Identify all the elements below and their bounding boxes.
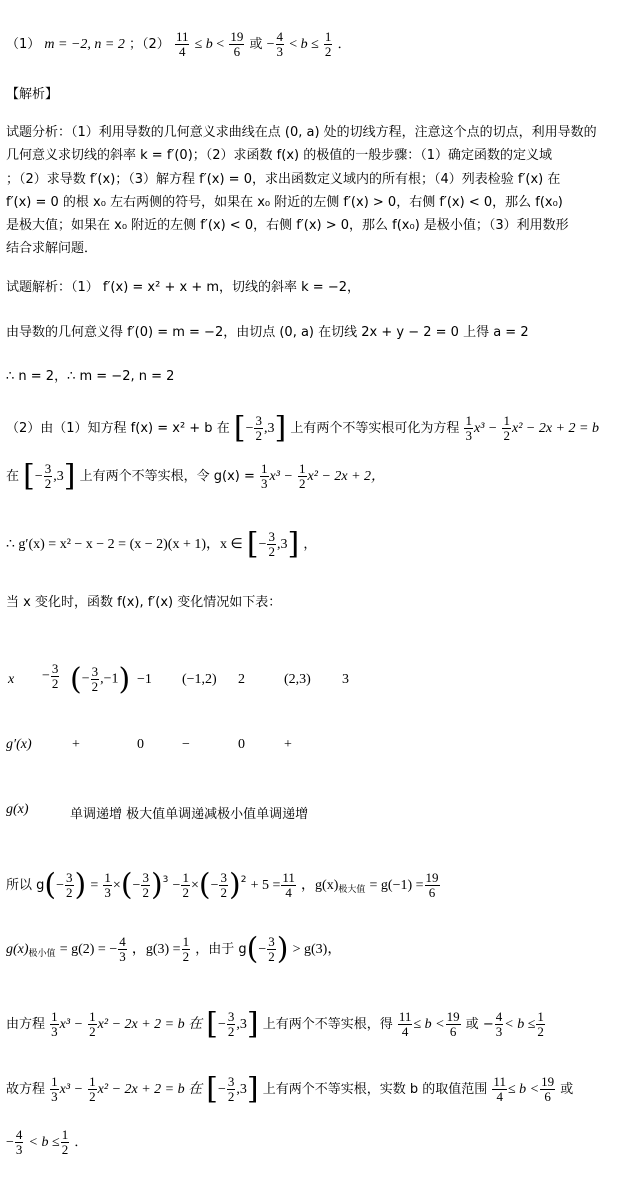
- fraction: $\frac{11}{4}$: [175, 29, 189, 59]
- table-cell: (−1,2): [182, 672, 217, 687]
- solution-line: 在 [− $\frac{3}{2}$ ,3] 上有两个不等实根，令 g(x) = $\frac{1}{3}$ x³ − $\frac{1}{2}$ x² − 2x + 2，: [6, 458, 386, 494]
- fraction: $\frac{1}{2}$: [324, 29, 332, 59]
- fraction: $\frac{4}{3}$: [276, 29, 284, 59]
- row-label-gprime: g′(x): [6, 737, 32, 752]
- answer-line: （1） m = −2, n = 2 ；（2） $\frac{11}{4}$ ≤ b < $\frac{19}{6}$ 或 − $\frac{4}{3}$ < b ≤ $\frac{1}{2}$ ．: [6, 29, 351, 59]
- analysis-line: ；（2）求导数 f′(x)；（3）解方程 f′(x) = 0，求出函数定义域内的所有根；（4）列表检验 f′(x) 在: [6, 172, 561, 187]
- solution-line: 试题解析：（1） f′(x) = x² + x + m，切线的斜率 k = −2，: [6, 280, 360, 295]
- table-cell: +: [72, 737, 80, 752]
- part1-label: （1）: [6, 37, 41, 52]
- analysis-line: 试题分析：（1）利用导数的几何意义求曲线在点 (0, a) 处的切线方程，注意这个点的切点，利用导数的: [6, 125, 597, 140]
- solution-line: ∴ n = 2，∴ m = −2, n = 2: [6, 369, 175, 384]
- result-line: $g(x)_{极小值} = g(2)$ = − $\frac{4}{3}$ ，g(3) = $\frac{1}{2}$ ，由于 g(− $\frac{3}{2}$ ) > g(3)，: [6, 931, 342, 967]
- table-cell: (− $\frac{3}{2}$ ,−1): [70, 662, 131, 697]
- table-cell: 3: [342, 672, 349, 687]
- or-text: 或: [249, 37, 263, 52]
- row-label-x: x: [8, 672, 15, 687]
- table-cell: −: [182, 737, 190, 752]
- table-cell: − $\frac{3}{2}$: [42, 661, 59, 691]
- result-line: 故方程 $\frac{1}{3}$ x³ − $\frac{1}{2}$ x² − 2x + 2 = b 在 [− $\frac{3}{2}$ ,3] 上有两个不等实根，实数 b 的取值范围 $\frac{11}{4}$ ≤ b < $\frac{19}{6}$ 或: [6, 1071, 574, 1107]
- separator: ；（2）: [129, 37, 170, 52]
- solution-line: 由导数的几何意义得 f′(0) = m = −2，由切点 (0, a) 在切线 2x + y − 2 = 0 上得 a = 2: [6, 325, 529, 340]
- analysis-line: 是极大值；如果在 x₀ 附近的左侧 f′(x) < 0，右侧 f′(x) > 0，那么 f(x₀) 是极小值；（3）利用数形: [6, 218, 569, 233]
- result-line: 由方程 $\frac{1}{3}$ x³ − $\frac{1}{2}$ x² − 2x + 2 = b 在 [− $\frac{3}{2}$ ,3] 上有两个不等实根，得 $\frac{11}{4}$ ≤ b < $\frac{19}{6}$ 或 − $\frac{4}{3}$ < b ≤ $\frac{1}{2}$: [6, 1006, 544, 1042]
- table-row-monotonicity: 单调递增 极大值单调递减极小值单调递增: [70, 807, 309, 822]
- result-line: 所以 g(− $\frac{3}{2}$ ) = $\frac{1}{3}$ ×(− $\frac{3}{2}$ )$^3$ − $\frac{1}{2}$ ×(− $\frac{3}{2}$ )$^2$ + 5 = $\frac{11}{4}$ ，$g(x)_{极大值} = g(-1)$ = $\frac{19}{6}$: [6, 867, 439, 903]
- analysis-line: f′(x) = 0 的根 x₀ 左右两侧的符号，如果在 x₀ 附近的左侧 f′(x) > 0，右侧 f′(x) < 0，那么 f(x₀): [6, 195, 563, 210]
- table-cell: −1: [137, 672, 152, 687]
- analysis-line: 结合求解问题．: [6, 241, 98, 256]
- solution-line: （2）由（1）知方程 f(x) = x² + b 在 [− $\frac{3}{2}$ ,3] 上有两个不等实根可化为方程 $\frac{1}{3}$ x³ − $\frac{1}{2}$ x² − 2x + 2 = b: [6, 410, 599, 446]
- part1-answer: m = −2, n = 2: [44, 37, 125, 52]
- table-cell: 0: [238, 737, 245, 752]
- table-cell: (2,3): [284, 672, 311, 687]
- row-label-g: g(x): [6, 802, 29, 817]
- analysis-line: 几何意义求切线的斜率 k = f′(0)；（2）求函数 f(x) 的极值的一般步骤：（1）确定函数的定义域: [6, 148, 552, 163]
- fraction: $\frac{19}{6}$: [230, 29, 244, 59]
- result-line: − $\frac{4}{3}$ < b ≤ $\frac{1}{2}$ ．: [6, 1127, 88, 1157]
- table-cell: 2: [238, 672, 245, 687]
- table-cell: 0: [137, 737, 144, 752]
- analysis-heading: 【解析】: [6, 87, 59, 102]
- solution-line: ∴ g′(x) = x² − x − 2 = (x − 2)(x + 1)，x ∈ [− $\frac{3}{2}$ ,3] ，: [6, 526, 317, 562]
- solution-line: 当 x 变化时，函数 f(x), f′(x) 变化情况如下表：: [6, 595, 282, 610]
- table-cell: +: [284, 737, 292, 752]
